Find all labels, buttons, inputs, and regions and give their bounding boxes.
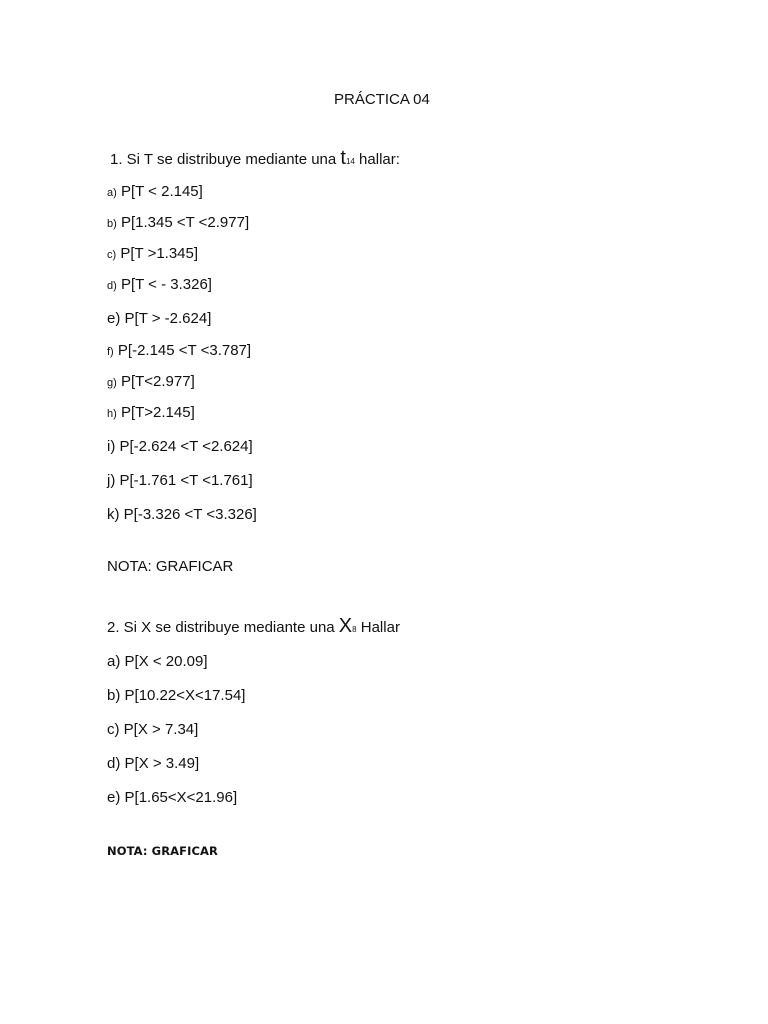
item-expression: P[-2.624 <T <2.624] bbox=[119, 438, 253, 455]
question-2-item-a bbox=[107, 653, 208, 671]
item-letter: d) bbox=[107, 755, 121, 772]
item-letter: a) bbox=[107, 187, 117, 199]
item-expression: P[T < - 3.326] bbox=[120, 276, 212, 293]
item-letter: d) bbox=[107, 280, 117, 292]
question-1-item-d bbox=[107, 276, 212, 295]
item-expression: P[-2.145 <T <3.787] bbox=[117, 342, 252, 359]
question-2-item-e bbox=[107, 789, 237, 807]
question-1-subscript: 14 bbox=[345, 157, 355, 166]
item-letter: e) bbox=[107, 789, 121, 806]
question-2-item-d bbox=[107, 755, 199, 773]
question-1-item-g bbox=[107, 373, 195, 392]
question-1-item-a bbox=[107, 183, 203, 202]
item-letter: f) bbox=[107, 346, 114, 358]
question-1-prefix: 1. Si T se distribuye mediante una bbox=[110, 151, 341, 168]
question-2-subscript: 8 bbox=[352, 625, 357, 634]
item-letter: g) bbox=[107, 377, 117, 389]
question-2-item-b bbox=[107, 687, 245, 705]
item-letter: b) bbox=[107, 687, 121, 704]
question-1-variable: t bbox=[340, 147, 346, 169]
question-1-item-b bbox=[107, 214, 249, 233]
question-1-item-k bbox=[107, 506, 257, 524]
item-letter: a) bbox=[107, 653, 121, 670]
question-2-item-c bbox=[107, 721, 198, 739]
item-letter: c) bbox=[107, 249, 117, 261]
item-letter: k) bbox=[107, 506, 120, 523]
item-letter: i) bbox=[107, 438, 116, 455]
question-1-heading bbox=[110, 149, 400, 171]
item-expression: P[T>2.145] bbox=[120, 404, 195, 421]
question-1-item-c bbox=[107, 245, 198, 264]
question-2-variable: X bbox=[338, 615, 353, 637]
item-expression: P[-3.326 <T <3.326] bbox=[123, 506, 257, 523]
item-expression: P[X > 3.49] bbox=[124, 755, 200, 772]
question-2-prefix: 2. Si X se distribuye mediante una bbox=[107, 619, 339, 636]
item-expression: P[X > 7.34] bbox=[123, 721, 199, 738]
item-expression: P[T >1.345] bbox=[120, 245, 199, 262]
item-letter: j) bbox=[107, 472, 116, 489]
question-1-suffix: hallar: bbox=[354, 151, 400, 168]
question-1-item-i bbox=[107, 438, 253, 456]
question-2-heading bbox=[107, 617, 400, 639]
item-expression: P[T > -2.624] bbox=[124, 310, 212, 327]
question-1-item-j bbox=[107, 472, 253, 490]
item-expression: P[1.65<X<21.96] bbox=[124, 789, 238, 806]
item-letter: b) bbox=[107, 218, 117, 230]
item-letter: c) bbox=[107, 721, 120, 738]
item-expression: P[T<2.977] bbox=[120, 373, 195, 390]
item-expression: P[X < 20.09] bbox=[124, 653, 208, 670]
question-2-suffix: Hallar bbox=[356, 619, 400, 636]
question-1-nota: NOTA: GRAFICAR bbox=[107, 558, 234, 575]
item-letter: e) bbox=[107, 310, 121, 327]
question-1-item-h bbox=[107, 404, 195, 423]
item-expression: P[10.22<X<17.54] bbox=[124, 687, 246, 704]
item-expression: P[-1.761 <T <1.761] bbox=[119, 472, 253, 489]
item-expression: P[1.345 <T <2.977] bbox=[120, 214, 250, 231]
page-title: PRÁCTICA 04 bbox=[334, 91, 430, 108]
question-1-item-f bbox=[107, 342, 251, 361]
question-1-item-e bbox=[107, 310, 211, 328]
item-expression: P[T < 2.145] bbox=[120, 183, 203, 200]
item-letter: h) bbox=[107, 408, 117, 420]
question-2-nota: NOTA: GRAFICAR bbox=[107, 844, 218, 858]
